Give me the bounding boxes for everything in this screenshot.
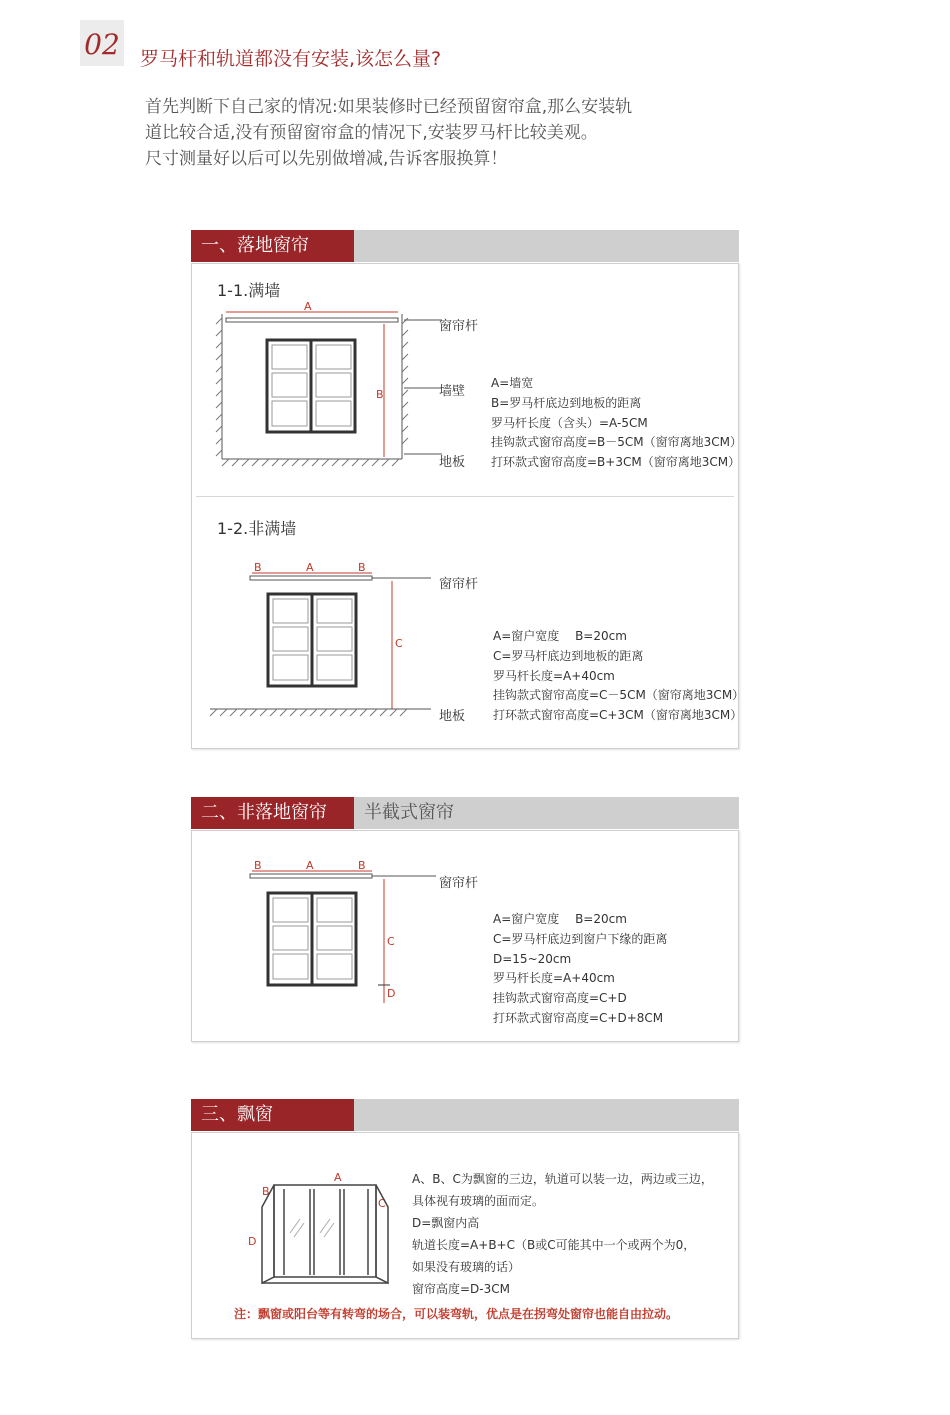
section-subtitle: 半截式窗帘 bbox=[364, 802, 454, 823]
svg-text:B: B bbox=[376, 388, 384, 401]
label-floor: 地板 bbox=[439, 709, 466, 724]
formula-line: 罗马杆长度=A+40cm bbox=[493, 971, 615, 986]
svg-text:B: B bbox=[358, 859, 366, 872]
svg-text:D: D bbox=[387, 987, 396, 1000]
svg-text:D: D bbox=[248, 1235, 257, 1248]
svg-text:B: B bbox=[254, 561, 262, 574]
formula-line: C=罗马杆底边到地板的距离 bbox=[493, 648, 644, 663]
intro-text bbox=[145, 94, 632, 172]
formula-line: A、B、C为飘窗的三边，轨道可以装一边，两边或三边， bbox=[412, 1172, 713, 1186]
intro-line: 道比较合适,没有预留窗帘盒的情况下,安装罗马杆比较美观。 bbox=[145, 123, 598, 143]
formula-line: 窗帘高度=D-3CM bbox=[412, 1282, 510, 1296]
full-wall-formula bbox=[491, 374, 742, 473]
formula-line: 具体视有玻璃的面而定。 bbox=[412, 1194, 545, 1208]
svg-text:B: B bbox=[358, 561, 366, 574]
svg-text:A: A bbox=[334, 1171, 342, 1184]
formula-line: 打环款式窗帘高度=C+D+8CM bbox=[493, 1010, 664, 1025]
subtitle-full-wall: 1-1.满墙 bbox=[217, 281, 281, 300]
label-wall: 墙壁 bbox=[439, 384, 466, 399]
formula-line: 挂钩款式窗帘高度=C－5CM（窗帘离地3CM） bbox=[493, 688, 745, 703]
svg-text:A: A bbox=[304, 300, 312, 313]
svg-text:A: A bbox=[306, 561, 314, 574]
half-curtain-formula bbox=[493, 910, 667, 1029]
note-text: 注：飘窗或阳台等有转弯的场合，可以装弯轨，优点是在拐弯处窗帘也能自由拉动。 bbox=[234, 1307, 679, 1321]
full-wall-diagram bbox=[212, 300, 472, 474]
formula-line: 打环款式窗帘高度=B+3CM（窗帘离地3CM） bbox=[491, 455, 741, 470]
section-box bbox=[191, 830, 739, 1042]
section-title: 三、飘窗 bbox=[191, 1099, 354, 1131]
formula-line: 如果没有玻璃的话） bbox=[412, 1260, 521, 1274]
formula-line: A=窗户宽度 B=20cm bbox=[493, 629, 627, 643]
svg-text:B: B bbox=[254, 859, 262, 872]
label-rod: 窗帘杆 bbox=[439, 319, 479, 334]
formula-line: 罗马杆长度=A+40cm bbox=[493, 668, 615, 683]
svg-text:C: C bbox=[378, 1197, 386, 1210]
formula-line: 打环款式窗帘高度=C+3CM（窗帘离地3CM） bbox=[493, 708, 743, 723]
formula-line: A=窗户宽度 B=20cm bbox=[493, 912, 627, 926]
section-number: 02 bbox=[84, 28, 120, 61]
formula-line: 挂钩款式窗帘高度=C+D bbox=[493, 991, 627, 1006]
section-title: 二、非落地窗帘 bbox=[191, 797, 354, 829]
partial-wall-formula bbox=[493, 627, 744, 726]
svg-text:A: A bbox=[306, 859, 314, 872]
formula-line: D=飘窗内高 bbox=[412, 1216, 480, 1230]
formula-line: 挂钩款式窗帘高度=B－5CM（窗帘离地3CM） bbox=[491, 435, 743, 450]
formula-line: D=15~20cm bbox=[493, 951, 572, 966]
label-floor: 地板 bbox=[439, 455, 466, 470]
formula-line: 轨道长度=A+B+C（B或C可能其中一个或两个为0， bbox=[412, 1238, 696, 1252]
intro-line: 尺寸测量好以后可以先别做增减,告诉客服换算！ bbox=[145, 149, 508, 169]
page-title: 罗马杆和轨道都没有安装,该怎么量? bbox=[140, 48, 442, 70]
section-box bbox=[191, 1132, 739, 1339]
bay-window-diagram bbox=[248, 1173, 408, 1293]
svg-text:C: C bbox=[395, 637, 403, 650]
formula-line: 罗马杆长度（含头）=A-5CM bbox=[491, 415, 648, 430]
half-curtain-diagram bbox=[206, 857, 466, 1017]
svg-text:C: C bbox=[387, 935, 395, 948]
subtitle-partial-wall: 1-2.非满墙 bbox=[217, 519, 297, 538]
label-rod: 窗帘杆 bbox=[439, 876, 479, 891]
label-rod: 窗帘杆 bbox=[439, 577, 479, 592]
formula-line: B=罗马杆底边到地板的距离 bbox=[491, 395, 642, 410]
svg-text:B: B bbox=[262, 1185, 270, 1198]
formula-line: A=墙宽 bbox=[491, 376, 534, 390]
intro-line: 首先判断下自己家的情况:如果装修时已经预留窗帘盒,那么安装轨 bbox=[145, 97, 633, 117]
formula-line: C=罗马杆底边到窗户下缘的距离 bbox=[493, 931, 668, 946]
bay-window-formula bbox=[412, 1168, 713, 1300]
partial-wall-diagram bbox=[206, 559, 466, 729]
divider bbox=[196, 496, 734, 497]
section-title: 一、落地窗帘 bbox=[191, 230, 354, 262]
section-box bbox=[191, 263, 745, 749]
